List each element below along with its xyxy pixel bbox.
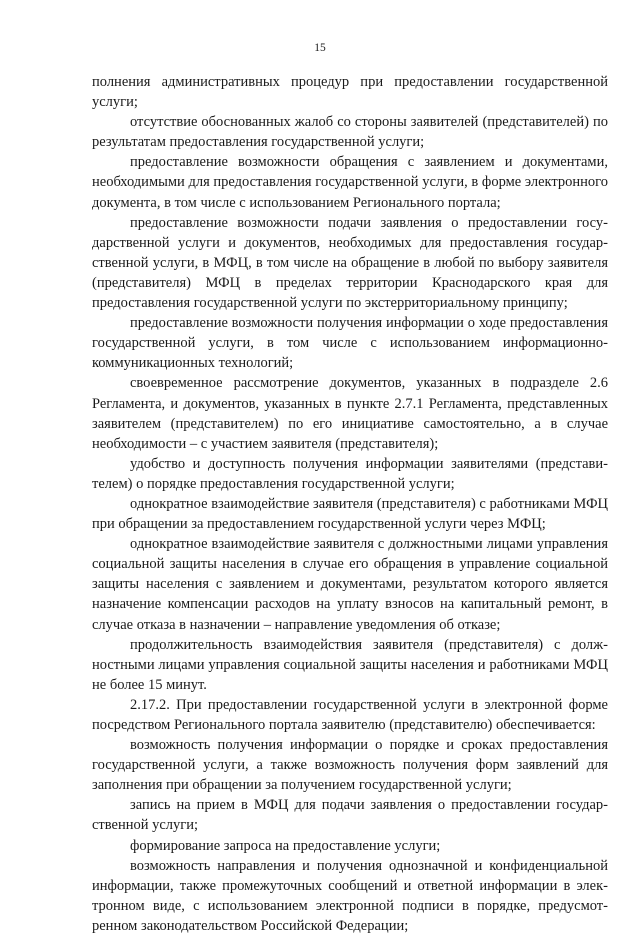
paragraph: предоставление возможности получения информации о ходе предоставления государственной услуги, в том числе с использованием информационно-коммуникационных технологий;	[92, 315, 608, 372]
paragraph: формирование запроса на предоставление услуги;	[130, 837, 441, 854]
paragraph: удобство и доступность получения информации заявителями (представителем) о порядке предоставления государственной услуги;	[92, 455, 608, 492]
paragraph: предоставление возможности обращения с заявлением и документами, необходимыми для предоставления государственной услуги, в форме электронного документа, в том числе с использованием Регионального портала;	[92, 154, 608, 211]
paragraph: полнения административных процедур при предоставлении государственной услуги;	[92, 74, 608, 111]
paragraph: предоставление возможности подачи заявления о предоставлении государственной услуги и документов, необходимых для предоставления государственной услуги, в МФЦ, в том числе на обращение в любой по выбору заявителя (представителя) МФЦ в пределах территории Краснодарского края для предоставления государственной услуги по экстерриториальному принципу;	[92, 214, 608, 312]
page-number: 15	[314, 42, 326, 54]
paragraph: однократное взаимодействие заявителя (представителя) с работниками МФЦ при обращении за предоставлением государственной услуги через МФЦ;	[92, 495, 608, 533]
paragraph: продолжительность взаимодействия заявителя (представителя) с должностными лицами управления социальной защиты населения и работниками МФЦ не более 15 минут.	[92, 636, 608, 693]
paragraph: 2.17.2. При предоставлении государственной услуги в электронной форме посредством Регионального портала заявителю (представителю) обеспечивается:	[92, 696, 608, 733]
paragraph: возможность получения информации о порядке и сроках предоставления государственной услуги, а также возможность получения форм заявлений для заполнения при обращении за получением государственной услуги;	[92, 737, 608, 794]
paragraph: возможность направления и получения однозначной и конфиденциальной информации, также промежуточных сообщений и ответной информации в электронном виде, с использованием электронной подписи в порядке, предусмотренном законодательством Российской Федерации;	[92, 857, 608, 934]
paragraph: запись на прием в МФЦ для подачи заявления о предоставлении государственной услуги;	[92, 797, 608, 834]
paragraph: своевременное рассмотрение документов, указанных в подразделе 2.6 Регламента, и документов, указанных в пункте 2.7.1 Регламента, представленных заявителем (представителем) по его инициативе самостоятельно, а в случае необходимости – с участием заявителя (представителя);	[92, 375, 608, 452]
paragraph: однократное взаимодействие заявителя с должностными лицами управления социальной защиты населения в случае его обращения в управление социальной защиты населения с заявлением и документами, результатом которого является назначение компенсации расходов на уплату взносов на капитальный ремонт, в случае отказа в назначении – направление уведомления об отказе;	[92, 536, 608, 633]
document-body	[92, 72, 608, 936]
paragraph: отсутствие обоснованных жалоб со стороны заявителей (представителей) по результатам предоставления государственной услуги;	[92, 114, 608, 151]
